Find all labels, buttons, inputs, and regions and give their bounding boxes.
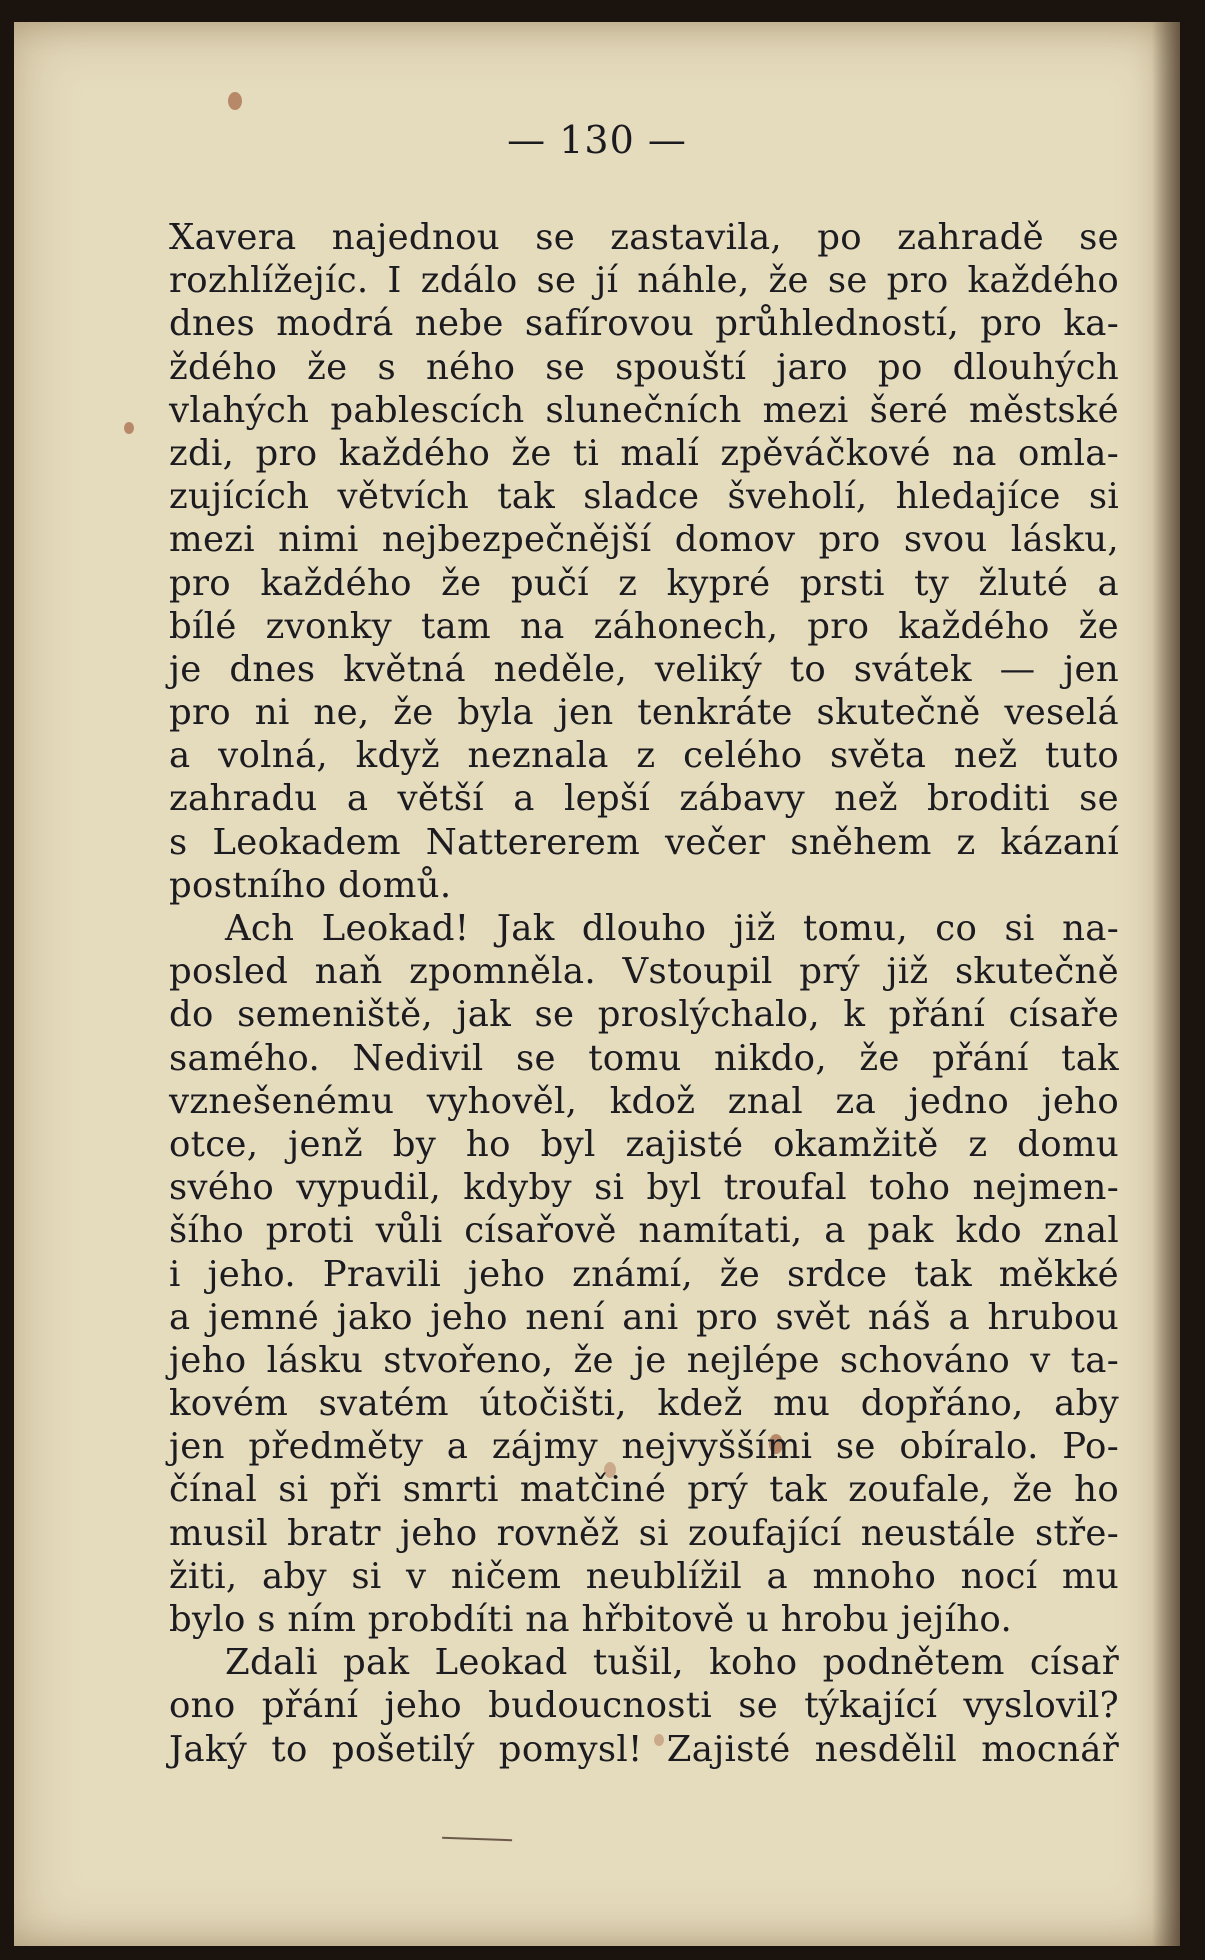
text-line: jen předměty a zájmy nejvyššími se obíralo. Po- [169,1426,1119,1468]
text-line: vlahých pablescích slunečních mezi šeré městské [169,389,1119,431]
ink-spot [228,92,242,110]
text-line: mezi nimi nejbezpečnější domov pro svou lásku, [169,519,1119,561]
text-line: čínal si při smrti matčiné prý tak zoufale, že ho [169,1469,1119,1511]
text-line: samého. Nedivil se tomu nikdo, že přání tak [169,1037,1119,1079]
text-line: postního domů. [169,864,452,906]
text-line: bylo s ním probdíti na hřbitově u hrobu jejího. [169,1599,1013,1640]
ink-spot [124,422,134,434]
text-line: a volná, když neznala z celého světa než tuto [169,735,1119,777]
text-line: svého vypudil, kdyby si byl troufal toho nejmen- [169,1167,1119,1209]
body-text [169,216,1119,1771]
text-line: otce, jenž by ho byl zajisté okamžitě z domu [169,1123,1119,1165]
page-number: — 130 — [507,118,687,162]
text-line: musil bratr jeho rovněž si zoufající neustále stře- [169,1512,1119,1554]
text-line: je dnes květná neděle, veliký to svátek — jen [169,648,1119,690]
text-line: Xavera najednou se zastavila, po zahradě se [169,217,1119,258]
text-line: Ach Leokad! Jak dlouho již tomu, co si na- [225,908,1119,949]
text-line: zahradu a větší a lepší zábavy než broditi se [169,778,1119,820]
text-line: s Leokadem Nattererem večer sněhem z kázaní [169,821,1119,863]
book-page [14,22,1180,1946]
text-line: rozhlížejíc. I zdálo se jí náhle, že se pro každého [169,260,1119,302]
text-line: bílé zvonky tam na záhonech, pro každého že [169,605,1119,647]
text-line: Jaký to pošetilý pomysl! Zajisté nesdělil mocnář [169,1728,1119,1770]
text-line: Zdali pak Leokad tušil, koho podnětem císař [225,1642,1119,1684]
pencil-mark [442,1837,512,1847]
text-line: pro ni ne, že byla jen tenkráte skutečně veselá [169,692,1119,734]
text-line: šího proti vůli císařově namítati, a pak kdo znal [169,1210,1119,1252]
text-line: pro každého že pučí z kypré prsti ty žluté a [169,562,1119,604]
text-line: zujících větvích tak sladce šveholí, hledajíce si [169,476,1119,518]
text-line: zdi, pro každého že ti malí zpěváčkové na omla- [169,432,1119,474]
text-line: ždého že s ného se spouští jaro po dlouhých [169,346,1119,388]
text-line: žiti, aby si v ničem neublížil a mnoho nocí mu [169,1555,1119,1597]
text-line: posled naň zpomněla. Vstoupil prý již skutečně [169,951,1119,993]
text-line: ono přání jeho budoucnosti se týkající vyslovil? [169,1685,1119,1727]
text-line: kovém svatém útočišti, kdež mu dopřáno, aby [169,1383,1119,1425]
text-line: i jeho. Pravili jeho známí, že srdce tak měkké [169,1253,1119,1295]
text-line: jeho lásku stvořeno, že je nejlépe schováno v ta- [169,1339,1119,1381]
text-line: dnes modrá nebe safírovou průhledností, pro ka- [169,303,1119,345]
text-line: a jemné jako jeho není ani pro svět náš a hrubou [169,1296,1119,1338]
text-line: vznešenému vyhověl, kdož znal za jedno jeho [169,1080,1119,1122]
page-edge-shadow [1152,22,1180,1946]
text-line: do semeniště, jak se proslýchalo, k přání císaře [169,994,1119,1036]
